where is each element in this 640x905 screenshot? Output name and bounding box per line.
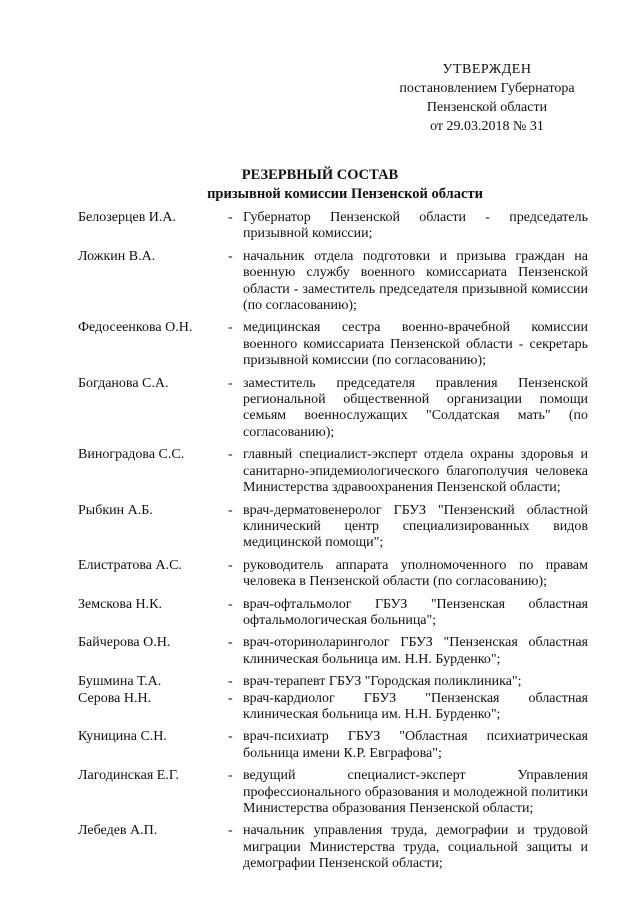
- member-role: руководитель аппарата уполномоченного по правам человека в Пензенской области (по согласованию);: [243, 557, 588, 590]
- member-name: Рыбкин А.Б.: [78, 502, 153, 518]
- member-name: Лагодинская Е.Г.: [78, 768, 179, 784]
- member-name: Виноградова С.С.: [78, 447, 185, 463]
- member-dash: -: [228, 596, 233, 612]
- member-role: Губернатор Пензенской области - председатель призывной комиссии;: [243, 210, 588, 242]
- member-role: врач-терапевт ГБУЗ "Городская поликлиника";: [243, 674, 522, 690]
- member-dash: -: [228, 210, 233, 225]
- member-dash: -: [228, 690, 233, 706]
- member-role: врач-кардиолог ГБУЗ "Пензенская областная клиническая больница им. Н.Н. Бурденко";: [243, 690, 588, 722]
- title-main: РЕЗЕРВНЫЙ СОСТАВ: [241, 167, 399, 183]
- member-name: Байчерова О.Н.: [78, 635, 171, 651]
- member-row: [78, 691, 598, 724]
- member-role: начальник управления труда, демографии и трудовой миграции Министерства труда, социальной защиты и демографии Пензенской области;: [243, 823, 588, 872]
- member-dash: -: [228, 557, 233, 573]
- member-role: медицинская сестра военно-врачебной комиссии военного комиссариата Пензенской области - секретарь призывной комиссии (по согласованию);: [243, 320, 588, 369]
- approval-block: [372, 60, 602, 136]
- member-role: ведущий специалист-эксперт Управления профессионального образования и молодежной политики Министерства образования Пензенской области;: [243, 768, 588, 816]
- title-subtitle: призывной комиссии Пензенской области: [207, 186, 483, 202]
- approval-heading: УТВЕРЖДЕН: [442, 62, 532, 77]
- member-row: [78, 558, 598, 591]
- member-dash: -: [228, 768, 233, 784]
- member-row: [78, 320, 598, 369]
- member-row: [78, 729, 598, 762]
- member-row: [78, 768, 598, 817]
- member-row: [78, 376, 598, 442]
- member-role: главный специалист-эксперт отдела охраны здоровья и санитарно-эпидемиологического благополучия человека Министерства здравоохранения Пензенской области;: [243, 447, 588, 496]
- document-title: [0, 166, 640, 204]
- member-name: Богданова С.А.: [78, 375, 169, 391]
- member-name: Земскова Н.К.: [78, 596, 162, 612]
- member-row: [78, 674, 598, 690]
- member-role: начальник отдела подготовки и призыва граждан на военную службу военного комиссариата Пензенской области - заместитель председателя призывной комиссии (по согласованию);: [243, 248, 588, 314]
- member-name: Лебедев А.П.: [78, 823, 158, 839]
- member-row: [78, 597, 598, 630]
- member-dash: -: [228, 320, 233, 336]
- member-dash: -: [228, 635, 233, 651]
- approval-date-number: от 29.03.2018 № 31: [430, 119, 544, 134]
- member-row: [78, 249, 598, 315]
- member-dash: -: [228, 674, 233, 690]
- approval-line: постановлением Губернатора: [399, 81, 575, 96]
- member-role: врач-офтальмолог ГБУЗ "Пензенская областная офтальмологическая больница";: [243, 596, 588, 628]
- member-row: [78, 635, 598, 668]
- member-dash: -: [228, 502, 233, 518]
- member-name: Елистратова А.С.: [78, 557, 182, 573]
- member-row: [78, 823, 598, 872]
- member-dash: -: [228, 248, 233, 264]
- member-name: Бушмина Т.А.: [78, 674, 162, 690]
- member-dash: -: [228, 729, 233, 745]
- member-row: [78, 210, 598, 243]
- member-name: Ложкин В.А.: [78, 248, 156, 264]
- member-dash: -: [228, 375, 233, 391]
- member-row: [78, 447, 598, 496]
- approval-line: Пензенской области: [426, 100, 548, 115]
- member-list: [78, 210, 598, 879]
- member-dash: -: [228, 823, 233, 839]
- member-name: Белозерцев И.А.: [78, 210, 177, 225]
- member-dash: -: [228, 447, 233, 463]
- member-name: Федосеенкова О.Н.: [78, 320, 193, 336]
- member-role: врач-дерматовенеролог ГБУЗ "Пензенский областной клинический центр специализированных видов медицинской помощи";: [243, 502, 588, 551]
- member-row: [78, 503, 598, 552]
- member-name: Куницина С.Н.: [78, 729, 167, 745]
- member-name: Серова Н.Н.: [78, 690, 152, 706]
- member-role: заместитель председателя правления Пензенской региональной общественной организации помощи семьям военнослужащих "Солдатская мать" (по согласованию);: [243, 375, 588, 440]
- member-role: врач-психиатр ГБУЗ "Областная психиатрическая больница имени К.Р. Евграфова";: [243, 729, 588, 761]
- member-role: врач-оториноларинголог ГБУЗ "Пензенская областная клиническая больница им. Н.Н. Бурденко";: [243, 635, 588, 667]
